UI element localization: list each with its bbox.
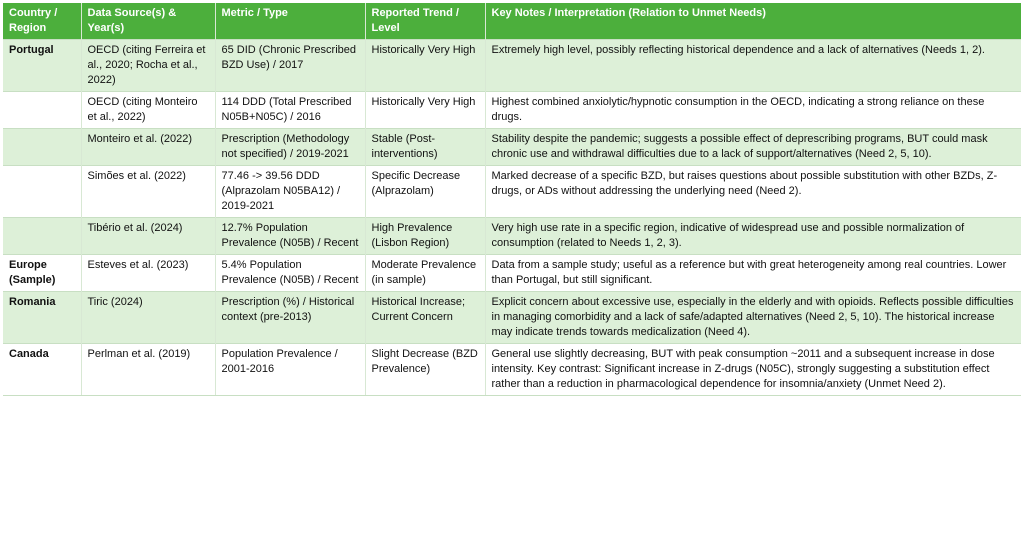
table-row xyxy=(3,129,1021,166)
cell-notes: General use slightly decreasing, BUT with peak consumption ~2011 and a subsequent increase in dose intensity. Key contrast: Significant increase in Z-drugs (N05C), strongly suggesting a substitution effect rather than a reduction in pharmacological dependence for insomnia/anxiety (Unmet Need 2). xyxy=(485,344,1021,396)
cell-notes: Extremely high level, possibly reflecting historical dependence and a lack of alternatives (Needs 1, 2). xyxy=(485,40,1021,92)
cell-region xyxy=(3,218,81,255)
cell-metric: 114 DDD (Total Prescribed N05B+N05C) / 2016 xyxy=(215,92,365,129)
header-metric: Metric / Type xyxy=(215,3,365,40)
cell-region xyxy=(3,129,81,166)
table-row xyxy=(3,292,1021,344)
header-row xyxy=(3,3,1021,40)
cell-metric: 12.7% Population Prevalence (N05B) / Recent xyxy=(215,218,365,255)
consumption-table xyxy=(3,3,1021,396)
table-row xyxy=(3,218,1021,255)
cell-region xyxy=(3,166,81,218)
cell-source: Perlman et al. (2019) xyxy=(81,344,215,396)
cell-notes: Highest combined anxiolytic/hypnotic consumption in the OECD, indicating a strong reliance on these drugs. xyxy=(485,92,1021,129)
cell-region: Europe (Sample) xyxy=(3,255,81,292)
cell-region: Portugal xyxy=(3,40,81,92)
cell-notes: Marked decrease of a specific BZD, but raises questions about possible substitution with other BZDs, Z-drugs, or ADs without addressing the underlying need (Need 2). xyxy=(485,166,1021,218)
cell-metric: Prescription (%) / Historical context (pre-2013) xyxy=(215,292,365,344)
cell-metric: 65 DID (Chronic Prescribed BZD Use) / 2017 xyxy=(215,40,365,92)
cell-trend: Historically Very High xyxy=(365,40,485,92)
cell-trend: High Prevalence (Lisbon Region) xyxy=(365,218,485,255)
cell-notes: Explicit concern about excessive use, especially in the elderly and with opioids. Reflects possible difficulties in managing comorbidity and a lack of safe/adapted alternatives (Need 2, 5, 10). The historical increase may indicate trends towards medicalization (Need 4). xyxy=(485,292,1021,344)
cell-notes: Stability despite the pandemic; suggests a possible effect of deprescribing programs, BUT could mask chronic use and withdrawal difficulties due to a lack of support/alternatives (Need 2, 5, 10). xyxy=(485,129,1021,166)
cell-trend: Moderate Prevalence (in sample) xyxy=(365,255,485,292)
cell-metric: 77.46 -> 39.56 DDD (Alprazolam N05BA12) / 2019-2021 xyxy=(215,166,365,218)
cell-notes: Very high use rate in a specific region, indicative of widespread use and possible normalization of consumption (related to Needs 1, 2, 3). xyxy=(485,218,1021,255)
table-row xyxy=(3,40,1021,92)
cell-source: OECD (citing Monteiro et al., 2022) xyxy=(81,92,215,129)
cell-region: Canada xyxy=(3,344,81,396)
cell-metric: Population Prevalence / 2001-2016 xyxy=(215,344,365,396)
cell-trend: Historical Increase; Current Concern xyxy=(365,292,485,344)
cell-notes: Data from a sample study; useful as a reference but with great heterogeneity among real countries. Lower than Portugal, but still significant. xyxy=(485,255,1021,292)
table-row xyxy=(3,166,1021,218)
cell-metric: 5.4% Population Prevalence (N05B) / Recent xyxy=(215,255,365,292)
cell-source: Simões et al. (2022) xyxy=(81,166,215,218)
header-country: Country / Region xyxy=(3,3,81,40)
cell-region: Romania xyxy=(3,292,81,344)
table-row xyxy=(3,255,1021,292)
header-notes: Key Notes / Interpretation (Relation to Unmet Needs) xyxy=(485,3,1021,40)
table-row xyxy=(3,92,1021,129)
cell-region xyxy=(3,92,81,129)
table-container xyxy=(3,3,1021,396)
header-source: Data Source(s) & Year(s) xyxy=(81,3,215,40)
cell-source: OECD (citing Ferreira et al., 2020; Rocha et al., 2022) xyxy=(81,40,215,92)
header-trend: Reported Trend / Level xyxy=(365,3,485,40)
cell-trend: Slight Decrease (BZD Prevalence) xyxy=(365,344,485,396)
cell-source: Tibério et al. (2024) xyxy=(81,218,215,255)
cell-trend: Stable (Post-interventions) xyxy=(365,129,485,166)
cell-source: Monteiro et al. (2022) xyxy=(81,129,215,166)
cell-source: Tiric (2024) xyxy=(81,292,215,344)
cell-source: Esteves et al. (2023) xyxy=(81,255,215,292)
cell-trend: Specific Decrease (Alprazolam) xyxy=(365,166,485,218)
cell-metric: Prescription (Methodology not specified) / 2019-2021 xyxy=(215,129,365,166)
cell-trend: Historically Very High xyxy=(365,92,485,129)
table-row xyxy=(3,344,1021,396)
